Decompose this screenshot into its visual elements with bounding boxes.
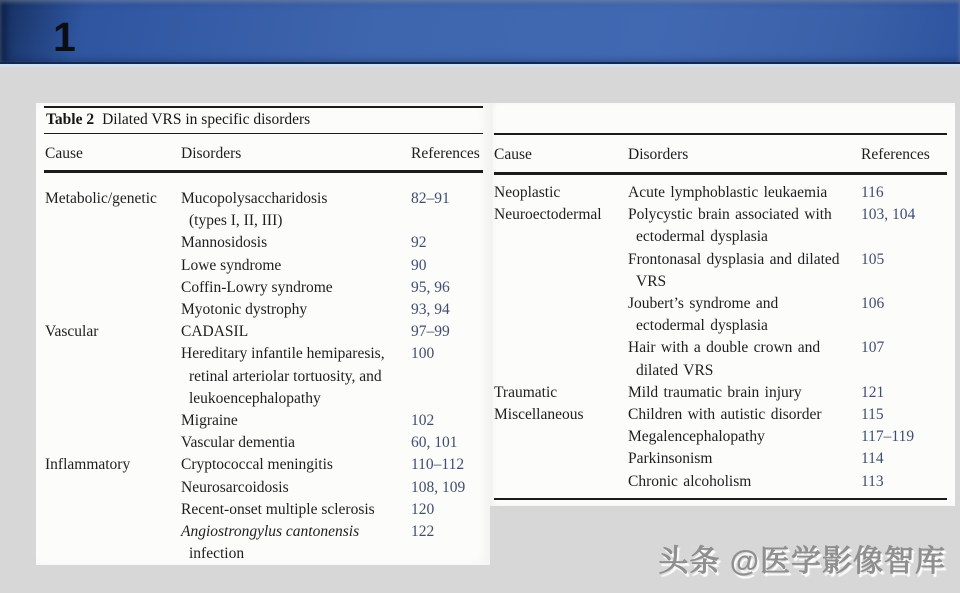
caption-separator-rule [44,133,483,134]
disorder-cell [628,182,861,204]
cause-cell: Neoplastic [494,184,561,201]
table-row [36,499,490,521]
cause-cell [494,448,628,470]
references-cell: 95, 96 [411,278,450,296]
table-row [490,293,955,337]
column-header-references: References [411,145,480,162]
column-header-references: References [861,146,930,163]
table-row [36,410,490,432]
disorder-line: leukoencephalopathy [189,389,321,407]
table-top-rule [44,106,483,108]
table-caption [46,111,310,129]
cause-cell [45,255,181,277]
disorder-line: Polycystic brain associated with [628,206,832,224]
disorder-cell [181,277,411,299]
table-header-row [36,143,490,165]
disorder-cell [181,188,411,232]
cause-cell [494,471,628,493]
references-cell: 117–119 [861,428,915,446]
table-row [36,432,490,454]
disorder-cell [181,432,411,454]
disorder-line: Chronic alcoholism [628,472,752,490]
cause-cell [45,299,181,321]
references-cell: 121 [861,383,885,401]
references-cell: 110–112 [411,456,465,474]
references-cell: 103, 104 [861,206,916,224]
references-cell: 115 [861,406,884,424]
references-cell: 105 [861,250,885,268]
references-cell: 97–99 [411,323,450,341]
disorder-line: ectodermal dysplasia [636,317,768,335]
slide-header-bar [0,0,960,64]
disorder-line: Megalencephalopathy [628,428,765,446]
table-header-row [490,144,955,166]
disorder-cell [181,477,411,499]
table-row [490,204,955,248]
disorder-line: Migraine [181,412,238,430]
disorder-line: dilated VRS [636,361,714,379]
disorder-line: Children with autistic disorder [628,406,822,424]
disorder-cell [628,404,861,426]
disorder-line: Mucopolysaccharidosis [181,190,328,207]
cause-cell [45,521,181,565]
table-row [36,299,490,321]
disorder-cell [181,454,411,476]
table-row [490,249,955,293]
disorder-line: Angiostrongylus cantonensis [181,523,360,541]
cause-cell: Neuroectodermal [494,206,602,224]
table-row [36,477,490,499]
references-cell: 106 [861,295,885,313]
column-header-disorders: Disorders [181,145,242,162]
table-row [490,426,955,448]
table-row [36,343,490,410]
disorder-line: Coffin-Lowry syndrome [181,278,333,296]
table-panel-left [36,103,490,565]
table-row [36,188,490,232]
cause-cell [45,410,181,432]
cause-cell [45,343,181,410]
references-cell: 122 [411,523,435,541]
cause-cell [45,277,181,299]
watermark: 头条 @医学影像智库 [658,545,946,578]
table-row [36,232,490,254]
disorder-cell [628,426,861,448]
cause-cell [494,426,628,448]
disorder-cell [181,343,411,410]
table-row [36,454,490,476]
header-separator-rule [44,170,483,173]
cause-cell [45,499,181,521]
cause-cell: Metabolic/genetic [45,190,157,207]
cause-cell [494,249,628,293]
disorder-line: Lowe syndrome [181,256,282,274]
disorder-line: Hereditary infantile hemiparesis, [181,345,385,363]
disorder-line: Frontonasal dysplasia and dilated [628,250,840,268]
table-row [36,321,490,343]
disorder-line: Recent-onset multiple sclerosis [181,500,375,518]
disorder-cell [628,382,861,404]
disorder-cell [628,249,861,293]
cause-cell [45,432,181,454]
disorder-cell [181,499,411,521]
column-header-cause: Cause [45,145,83,162]
disorder-cell [181,410,411,432]
disorder-line: Acute lymphoblastic leukaemia [628,184,828,201]
table-top-rule [494,133,947,135]
disorder-line: Neurosarcoidosis [181,478,289,496]
references-cell: 114 [861,450,884,468]
disorder-cell [181,255,411,277]
disorder-cell [628,471,861,493]
cause-cell: Vascular [45,323,99,341]
disorder-cell [181,521,411,565]
disorder-line: CADASIL [181,323,249,341]
disorder-cell [628,337,861,381]
disorder-line: Hair with a double crown and [628,339,821,357]
disorder-line: Parkinsonism [628,450,713,468]
table-bottom-rule [494,498,947,500]
disorder-line: (types I, II, III) [189,212,283,230]
disorder-cell [628,204,861,248]
header-separator-rule [494,172,947,175]
references-cell: 107 [861,339,885,357]
disorder-cell [181,232,411,254]
header-underline [0,64,960,67]
disorder-line: Mild traumatic brain injury [628,383,802,401]
references-cell: 113 [861,472,884,490]
references-cell: 100 [411,345,435,363]
cause-cell [494,293,628,337]
disorder-line: retinal arteriolar tortuosity, and [189,367,382,385]
disorder-line: Mannosidosis [181,234,268,252]
references-cell: 120 [411,500,435,518]
column-header-disorders: Disorders [628,146,689,163]
disorder-cell [628,448,861,470]
table-body-right [490,182,955,493]
references-cell: 92 [411,234,427,252]
cause-cell [45,232,181,254]
references-cell: 116 [861,184,884,201]
references-cell: 102 [411,412,435,430]
disorder-line: VRS [636,272,667,290]
references-cell: 90 [411,256,427,274]
slide-number: 1 [53,14,76,60]
disorder-cell [181,299,411,321]
references-cell: 60, 101 [411,434,458,452]
references-cell: 82–91 [411,190,450,207]
disorder-line: Joubert’s syndrome and [628,295,779,313]
table-row [490,337,955,381]
table-row [490,448,955,470]
cause-cell: Inflammatory [45,456,131,474]
cause-cell: Traumatic [494,383,558,401]
disorder-line: Myotonic dystrophy [181,301,308,319]
table-row [490,404,955,426]
table-body-left [36,188,490,565]
table-row [36,277,490,299]
disorder-cell [628,293,861,337]
table-row [36,521,490,565]
table-row [490,382,955,404]
disorder-line: Vascular dementia [181,434,296,452]
table-row [490,182,955,204]
cause-cell [494,337,628,381]
disorder-line: ectodermal dysplasia [636,228,768,246]
table-caption-text: Dilated VRS in specific disorders [102,111,311,128]
table-row [36,255,490,277]
table-panel-right [490,103,955,506]
table-row [490,471,955,493]
cause-cell [45,477,181,499]
table-caption-label: Table 2 [46,111,95,128]
disorder-line: Cryptococcal meningitis [181,456,333,474]
cause-cell: Miscellaneous [494,406,584,424]
references-cell: 93, 94 [411,301,450,319]
references-cell: 108, 109 [411,478,466,496]
disorder-line: infection [189,545,245,563]
column-header-cause: Cause [494,146,532,163]
disorder-cell [181,321,411,343]
